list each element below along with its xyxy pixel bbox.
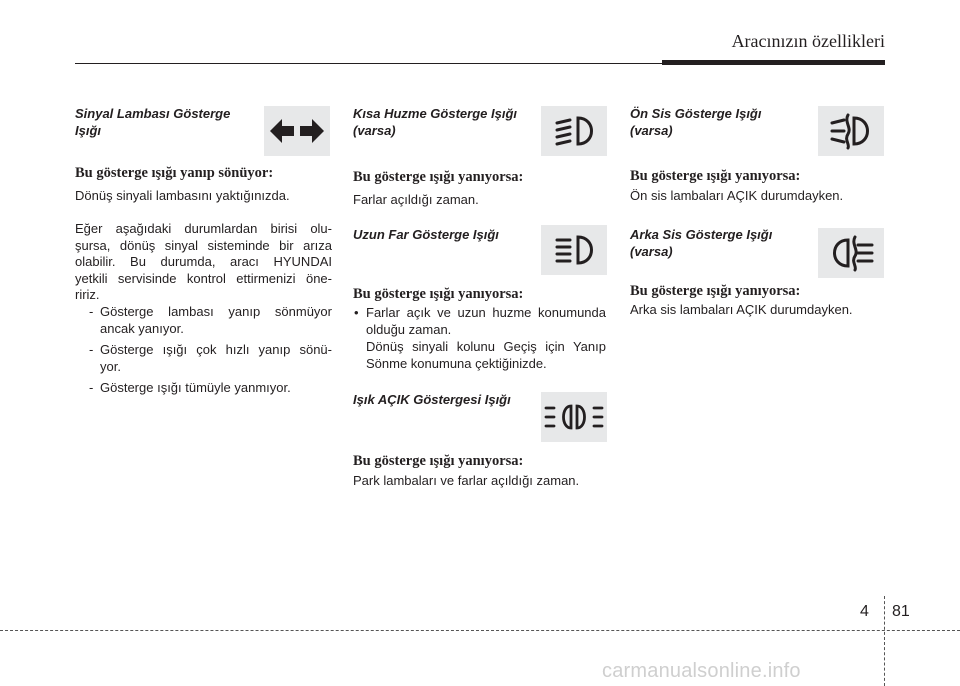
list-item-extra [353, 339, 606, 372]
section-heading: Bu gösterge ışığı yanıyorsa: [353, 169, 524, 185]
turn-signal-title [75, 105, 265, 139]
page-number: 81 [892, 603, 910, 620]
text-line: ririz. [75, 287, 100, 302]
dash-marker: - [89, 380, 94, 395]
rear-fog-title-line: Arka Sis Gösterge Işığı [630, 227, 773, 242]
text-line: Gösterge lambası yanıp sönmüyor [100, 304, 332, 319]
text-line: Eğer aşağıdaki durumlardan birisi olu- [75, 221, 332, 236]
dash-marker: - [89, 304, 94, 319]
section-heading: Bu gösterge ışığı yanıyorsa: [630, 283, 801, 299]
header-rule [75, 63, 665, 64]
text-line: yetkili servisinde kontrol ettirmenizi öne- [75, 270, 332, 286]
paragraph: Farlar açıldığı zaman. [353, 192, 479, 207]
section-heading: Bu gösterge ışığı yanıp sönüyor: [75, 165, 274, 181]
section-heading: Bu gösterge ışığı yanıyorsa: [630, 168, 801, 184]
text-line: yor. [100, 358, 121, 374]
paragraph: Ön sis lambaları AÇIK durumdayken. [630, 188, 844, 203]
high-beam-title: Uzun Far Gösterge Işığı [353, 227, 499, 242]
text-line: ancak yanıyor. [100, 320, 184, 336]
turn-signal-title-line: Sinyal Lambası Gösterge [75, 106, 231, 121]
front-fog-title-line: (varsa) [630, 123, 673, 138]
section-heading: Bu gösterge ışığı yanıyorsa: [353, 286, 524, 302]
bullet-list [353, 305, 606, 372]
section-heading: Bu gösterge ışığı yanıyorsa: [353, 453, 524, 469]
turn-signal-icon [264, 106, 330, 156]
rear-fog-icon [818, 228, 884, 278]
text-line: Gösterge ışığı çok hızlı yanıp sönü- [100, 342, 332, 357]
footer-rule [0, 630, 960, 631]
paragraph [75, 221, 332, 304]
low-beam-title-line: (varsa) [353, 123, 396, 138]
paragraph: Dönüş sinyali lambasını yaktığınızda. [75, 188, 290, 203]
low-beam-icon [541, 106, 607, 156]
dash-marker: - [89, 342, 94, 357]
header-rule-bold [662, 60, 885, 65]
text-line: olabilir. Bu durumda, aracı HYUNDAI [75, 254, 332, 269]
bullet-marker: • [354, 305, 359, 320]
text-line: şursa, dönüş sinyal sisteminde bir arıza [75, 237, 332, 253]
list-item [89, 342, 332, 375]
front-fog-title [630, 105, 820, 139]
text-line: olduğu zaman. [366, 321, 452, 337]
list-item [353, 305, 606, 338]
text-line: Sönme konumuna çektiğinizde. [366, 355, 547, 371]
front-fog-icon [818, 106, 884, 156]
turn-signal-title-line: Işığı [75, 123, 102, 138]
high-beam-icon [541, 225, 607, 275]
front-fog-title-line: Ön Sis Gösterge Işığı [630, 106, 762, 121]
list-item [89, 380, 332, 397]
footer-divider [884, 596, 885, 686]
rear-fog-title [630, 226, 820, 260]
paragraph: Park lambaları ve farlar açıldığı zaman. [353, 473, 580, 488]
list-item [89, 304, 332, 337]
paragraph: Arka sis lambaları AÇIK durumdayken. [630, 302, 853, 317]
light-on-title: Işık AÇIK Göstergesi Işığı [353, 392, 511, 407]
chapter-number: 4 [860, 603, 869, 620]
dash-list [89, 304, 332, 397]
text-line: Dönüş sinyali kolunu Geçiş için Yanıp [366, 339, 606, 354]
rear-fog-title-line: (varsa) [630, 244, 673, 259]
low-beam-title-line: Kısa Huzme Gösterge Işığı [353, 106, 517, 121]
text-line: Farlar açık ve uzun huzme konumunda [366, 305, 606, 320]
watermark: carmanualsonline.info [602, 660, 801, 682]
low-beam-title [353, 105, 548, 139]
text-line: Gösterge ışığı tümüyle yanmıyor. [100, 380, 291, 395]
page-header-title: Aracınızın özellikleri [731, 31, 885, 51]
light-on-icon [541, 392, 607, 442]
